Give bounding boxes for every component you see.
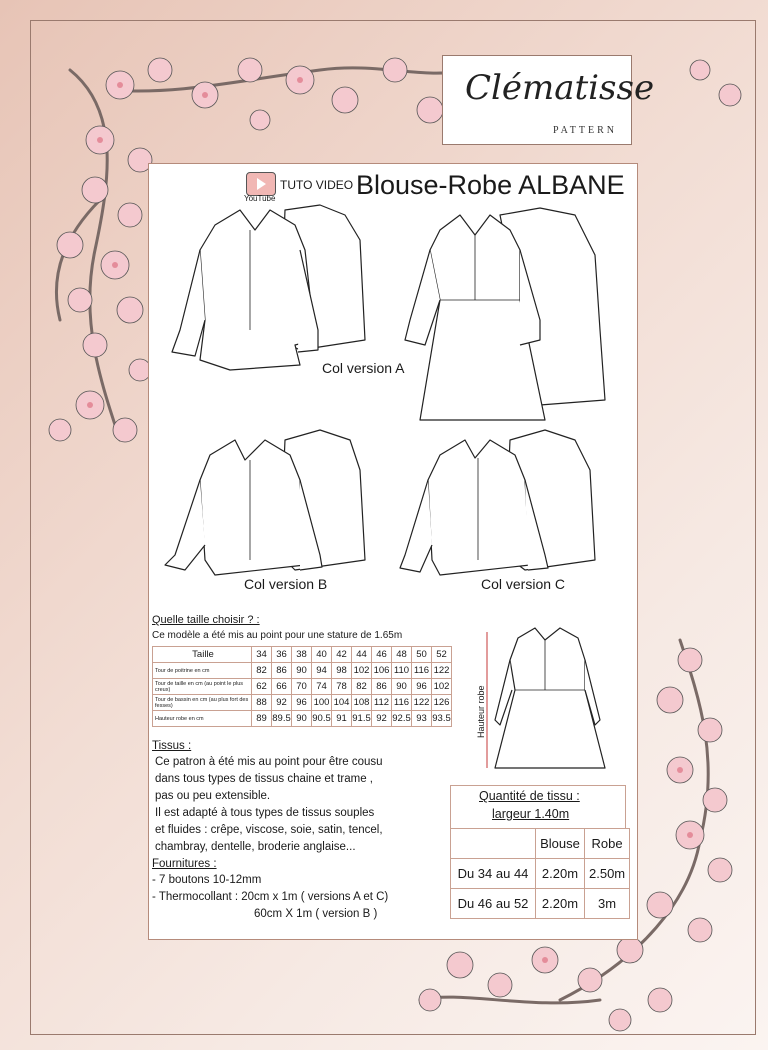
row-label: Hauteur robe en cm [153, 711, 252, 727]
cell: 122 [412, 695, 432, 711]
size-col: 50 [412, 647, 432, 663]
cell: 3m [585, 889, 630, 919]
figure-height-label: Hauteur robe [476, 685, 486, 738]
fournitures-heading: Fournitures : [152, 858, 217, 870]
cell: 2.50m [585, 859, 630, 889]
cell: 93 [412, 711, 432, 727]
cell: 91.5 [352, 711, 372, 727]
blouse-c-front [428, 440, 530, 575]
column-header: Blouse [536, 829, 585, 859]
page-title: Blouse-Robe ALBANE [356, 170, 625, 200]
size-col: 38 [292, 647, 312, 663]
size-header-label: Taille [153, 647, 252, 663]
cell: 110 [392, 663, 412, 679]
fabric-width: largeur 1.40m [492, 807, 570, 821]
cell: 74 [312, 679, 332, 695]
column-header: Robe [585, 829, 630, 859]
cell: 102 [352, 663, 372, 679]
tissus-line: pas ou peu extensible. [155, 790, 271, 802]
size-col: 52 [432, 647, 452, 663]
tissus-line: dans tous types de tissus chaine et trame , [155, 773, 373, 785]
table-row [153, 711, 452, 727]
cell: 100 [312, 695, 332, 711]
cell: 2.20m [536, 859, 585, 889]
cell: 78 [332, 679, 352, 695]
caption-version-a: Col version A [322, 360, 405, 376]
fournitures-line: - 7 boutons 10-12mm [152, 874, 262, 886]
cell: 82 [352, 679, 372, 695]
fabric-table [450, 828, 630, 919]
row-label: Tour de poitrine en cm [153, 663, 252, 679]
size-table [152, 646, 452, 727]
cell: 106 [372, 663, 392, 679]
table-row [153, 647, 452, 663]
size-col: 48 [392, 647, 412, 663]
brand-name: Clématisse [465, 68, 655, 108]
table-row [153, 695, 452, 711]
stature-note: Ce modèle a été mis au point pour une stature de 1.65m [152, 630, 403, 641]
table-row [451, 889, 630, 919]
youtube-label: YouTube [244, 194, 276, 203]
cell: 89 [252, 711, 272, 727]
cell: 92 [372, 711, 392, 727]
cell: 66 [272, 679, 292, 695]
cell: 102 [432, 679, 452, 695]
cell: 92.5 [392, 711, 412, 727]
cell: 90 [292, 711, 312, 727]
caption-version-c: Col version C [481, 576, 566, 592]
cell: 88 [252, 695, 272, 711]
cell: 112 [372, 695, 392, 711]
size-col: 40 [312, 647, 332, 663]
cell: 126 [432, 695, 452, 711]
tissus-line: Ce patron à été mis au point pour être cousu [155, 756, 383, 768]
table-row [153, 663, 452, 679]
cell: 62 [252, 679, 272, 695]
cell: 116 [412, 663, 432, 679]
cell: 86 [272, 663, 292, 679]
size-col: 46 [372, 647, 392, 663]
row-label: Du 34 au 44 [451, 859, 536, 889]
cell: 96 [412, 679, 432, 695]
cell: 122 [432, 663, 452, 679]
cell: 96 [292, 695, 312, 711]
cell: 104 [332, 695, 352, 711]
tissus-heading: Tissus : [152, 740, 192, 752]
fournitures-line: 60cm X 1m ( version B ) [254, 908, 378, 920]
cell: 90 [392, 679, 412, 695]
cell: 2.20m [536, 889, 585, 919]
cell: 108 [352, 695, 372, 711]
cell: 93.5 [432, 711, 452, 727]
row-label: Du 46 au 52 [451, 889, 536, 919]
table-row [153, 679, 452, 695]
cell: 70 [292, 679, 312, 695]
size-col: 42 [332, 647, 352, 663]
cell: 86 [372, 679, 392, 695]
cell: 90 [292, 663, 312, 679]
cell: 91 [332, 711, 352, 727]
cell: 94 [312, 663, 332, 679]
cell: 116 [392, 695, 412, 711]
caption-version-b: Col version B [244, 576, 328, 592]
fournitures-line: - Thermocollant : 20cm x 1m ( versions A et C) [152, 891, 389, 903]
cell [451, 829, 536, 859]
cell: 89.5 [272, 711, 292, 727]
size-col: 44 [352, 647, 372, 663]
brand-subtitle: PATTERN [553, 125, 617, 136]
tissus-line: Il est adapté à tous types de tissus souples [155, 807, 375, 819]
row-label: Tour de bassin en cm (au plus fort des fesses) [153, 695, 252, 711]
cell: 92 [272, 695, 292, 711]
cell: 82 [252, 663, 272, 679]
size-col: 34 [252, 647, 272, 663]
table-row [451, 859, 630, 889]
size-heading: Quelle taille choisir ? : [152, 614, 260, 626]
fabric-heading: Quantité de tissu : [479, 789, 580, 803]
blouse-b-front [200, 440, 305, 575]
cell: 98 [332, 663, 352, 679]
tuto-video-link[interactable]: TUTO VIDEO [280, 178, 354, 192]
size-col: 36 [272, 647, 292, 663]
tissus-line: et fluides : crêpe, viscose, soie, satin, tencel, [155, 824, 383, 836]
cell: 90.5 [312, 711, 332, 727]
table-row [451, 829, 630, 859]
row-label: Tour de taille en cm (au point le plus creux) [153, 679, 252, 695]
tissus-line: chambray, dentelle, broderie anglaise... [155, 841, 356, 853]
